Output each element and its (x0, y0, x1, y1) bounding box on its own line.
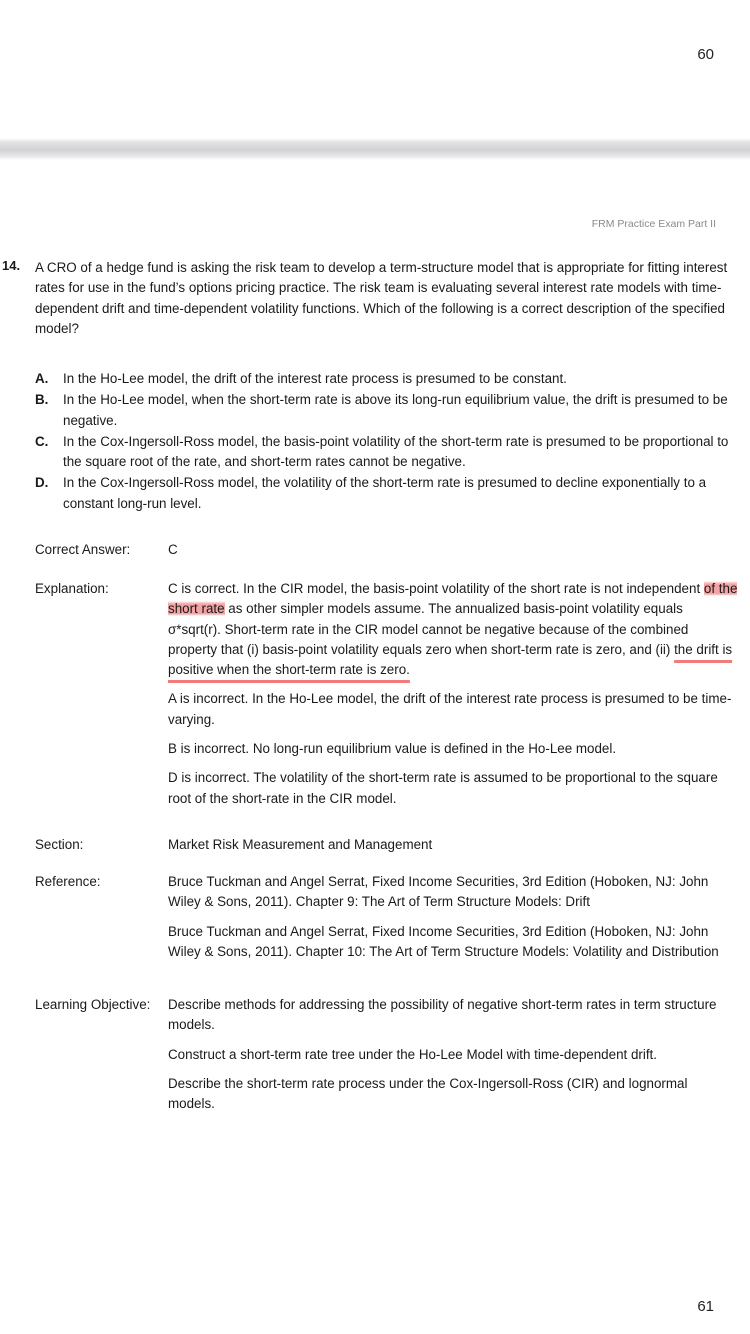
choice-c (35, 432, 735, 473)
choice-letter: C. (35, 433, 49, 449)
page-number-top: 60 (697, 46, 714, 63)
choice-letter: D. (35, 475, 49, 491)
learning-objective-item: Describe the short-term rate process under the Cox-Ingersoll-Ross (CIR) and lognormal models. (168, 1075, 688, 1112)
choice-text: In the Ho-Lee model, the drift of the interest rate process is presumed to be constant. (63, 371, 567, 386)
learning-objective-content (168, 995, 738, 1123)
correct-answer-value: C (168, 542, 178, 557)
page-divider (0, 138, 750, 160)
running-head: FRM Practice Exam Part II (591, 218, 716, 230)
explanation-paragraph-c (168, 579, 738, 680)
explanation-paragraph-d: D is incorrect. The volatility of the short-term rate is assumed to be proportional to the square root of the short-rate in the CIR model. (168, 770, 718, 806)
section-value: Market Risk Measurement and Management (168, 837, 433, 852)
choice-letter: A. (35, 371, 49, 386)
page-number-bottom: 61 (697, 1298, 714, 1315)
choice-a (35, 369, 735, 389)
explanation-label: Explanation: (35, 581, 109, 596)
explanation-content (168, 579, 738, 818)
choice-d (35, 473, 735, 514)
reference-item: Bruce Tuckman and Angel Serrat, Fixed Income Securities, 3rd Edition (Hoboken, NJ: John Wiley & Sons, 2011). Chapter 9: The Art of Term Structure Models: Drift (168, 874, 709, 910)
question-text: A CRO of a hedge fund is asking the risk team to develop a term-structure model that is appropriate for fitting interest rates for use in the fund’s options pricing practice. The risk team is evaluating several interest rate models with time-dependent drift and time-dependent volatility functions. Which of the following is a correct description of the specified model? (35, 260, 728, 336)
choice-letter: B. (35, 392, 49, 408)
reference-content (168, 872, 738, 971)
choice-b (35, 390, 735, 431)
correct-answer-label: Correct Answer: (35, 542, 131, 557)
learning-objective-item: Construct a short-term rate tree under the Ho-Lee Model with time-dependent drift. (168, 1046, 657, 1062)
explanation-text: as other simpler models assume. The annualized basis-point volatility equals σ*sqrt(r). Short-term rate in the CIR model cannot be negative because of the combined property that (i) basis-point volatility equals zero when short-term rate is zero, and (ii) (168, 601, 689, 657)
reference-label: Reference: (35, 874, 101, 889)
reference-item: Bruce Tuckman and Angel Serrat, Fixed Income Securities, 3rd Edition (Hoboken, NJ: John Wiley & Sons, 2011). Chapter 10: The Art of Term Structure Models: Volatility and Distribution (168, 923, 719, 959)
explanation-paragraph-b: B is incorrect. No long-run equilibrium value is defined in the Ho-Lee model. (168, 741, 617, 757)
choice-text: In the Cox-Ingersoll-Ross model, the volatility of the short-term rate is presumed to decline exponentially to a constant long-run level. (63, 475, 707, 511)
section-label: Section: (35, 837, 84, 852)
answer-choices (35, 369, 735, 515)
choice-text: In the Cox-Ingersoll-Ross model, the basis-point volatility of the short-term rate is presumed to be proportional to the square root of the rate, and short-term rates cannot be negative. (63, 433, 729, 470)
question-number: 14. (2, 258, 21, 273)
explanation-paragraph-a: A is incorrect. In the Ho-Lee model, the drift of the interest rate process is presumed to be time-varying. (168, 691, 732, 727)
learning-objective-label: Learning Objective: (35, 997, 151, 1012)
explanation-text: C is correct. In the CIR model, the basis-point volatility of the short rate is not independent (168, 581, 704, 596)
choice-text: In the Ho-Lee model, when the short-term rate is above its long-run equilibrium value, the drift is presumed to be negative. (63, 392, 728, 428)
learning-objective-item: Describe methods for addressing the possibility of negative short-term rates in term structure models. (168, 997, 717, 1033)
highlighted-text: of the short rate (168, 581, 738, 617)
underlined-text: the drift is positive when the short-term rate is zero. (168, 641, 733, 678)
